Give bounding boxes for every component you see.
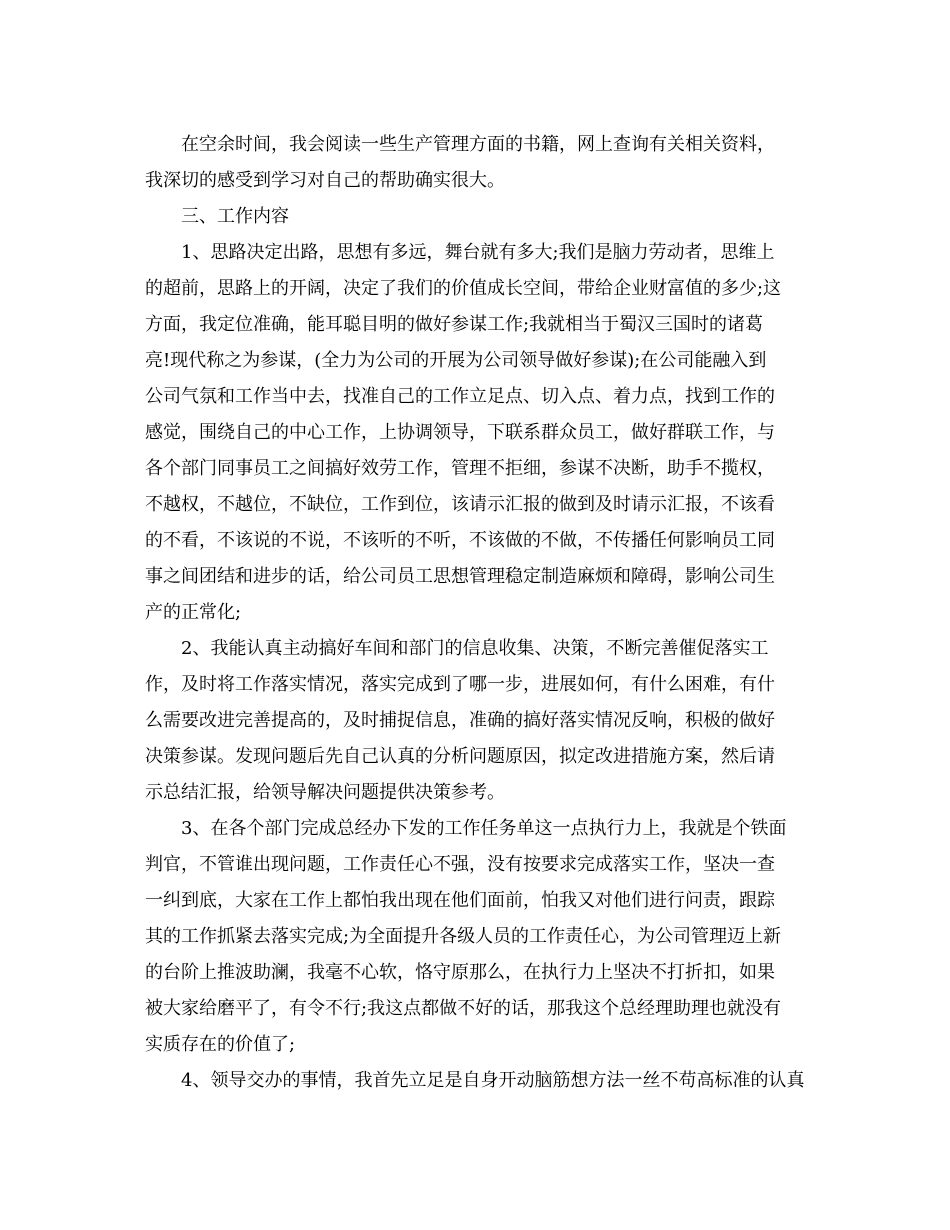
text-line: 事之间团结和进步的话，给公司员工思想管理稳定制造麻烦和障碍，影响公司生 <box>145 566 775 587</box>
text-line: 在空余时间，我会阅读一些生产管理方面的书籍，网上查询有关相关资料， <box>181 134 775 155</box>
text-line: 被大家给磨平了，有令不行;我这点都做不好的话，那我这个总经理助理也就没有 <box>145 998 782 1019</box>
text-line: 产的正常化; <box>145 602 242 623</box>
text-line: 1、思路决定出路，思想有多远，舞台就有多大;我们是脑力劳动者，思维上 <box>181 242 775 263</box>
text-line: 的台阶上推波助澜，我毫不心软，恪守原那么，在执行力上坚决不打折扣，如果 <box>145 962 775 983</box>
text-line: 2、我能认真主动搞好车间和部门的信息收集、决策，不断完善催促落实工 <box>181 638 769 659</box>
paragraph <box>145 811 805 1063</box>
paragraph <box>145 631 805 811</box>
paragraph <box>145 199 805 235</box>
text-line: 公司气氛和工作当中去，找准自己的工作立足点、切入点、着力点，找到工作的 <box>145 386 775 407</box>
text-line: 各个部门同事员工之间搞好效劳工作，管理不拒细，参谋不决断，助手不揽权， <box>145 458 775 479</box>
text-line: 感觉，围绕自己的中心工作，上协调领导，下联系群众员工，做好群联工作，与 <box>145 422 775 443</box>
text-line: 三、工作内容 <box>181 206 289 227</box>
text-line: 3、在各个部门完成总经办下发的工作任务单这一点执行力上，我就是个铁面 <box>181 818 787 839</box>
text-line: 实质存在的价值了; <box>145 1034 296 1055</box>
text-line: 4、领导交办的事情，我首先立足是自身开动脑筋想方法一丝不苟高标准的认真 <box>181 1070 805 1091</box>
paragraph <box>145 127 805 199</box>
document-body <box>145 127 805 1099</box>
text-line: 的超前，思路上的开阔，决定了我们的价值成长空间，带给企业财富值的多少;这 <box>145 278 782 299</box>
paragraph <box>145 1063 805 1099</box>
text-line: 示总结汇报，给领导解决问题提供决策参考。 <box>145 782 505 803</box>
text-line: 我深切的感受到学习对自己的帮助确实很大。 <box>145 170 505 191</box>
text-line: 其的工作抓紧去落实完成;为全面提升各级人员的工作责任心，为公司管理迈上新 <box>145 926 782 947</box>
text-line: 一纠到底，大家在工作上都怕我出现在他们面前，怕我又对他们进行问责，跟踪 <box>145 890 775 911</box>
text-line: 方面，我定位准确，能耳聪目明的做好参谋工作;我就相当于蜀汉三国时的诸葛 <box>145 314 764 335</box>
text-line: 决策参谋。发现问题后先自己认真的分析问题原因，拟定改进措施方案，然后请 <box>145 746 775 767</box>
text-line: 么需要改进完善提高的，及时捕捉信息，准确的搞好落实情况反响，积极的做好 <box>145 710 775 731</box>
text-line: 判官，不管谁出现问题，工作责任心不强，没有按要求完成落实工作，坚决一查 <box>145 854 775 875</box>
text-line: 亮!现代称之为参谋，(全力为公司的开展为公司领导做好参谋);在公司能融入到 <box>145 350 767 371</box>
paragraph <box>145 235 805 631</box>
text-line: 作，及时将工作落实情况，落实完成到了哪一步，进展如何，有什么困难，有什 <box>145 674 775 695</box>
text-line: 不越权，不越位，不缺位，工作到位，该请示汇报的做到及时请示汇报，不该看 <box>145 494 775 515</box>
text-line: 的不看，不该说的不说，不该听的不听，不该做的不做，不传播任何影响员工同 <box>145 530 775 551</box>
